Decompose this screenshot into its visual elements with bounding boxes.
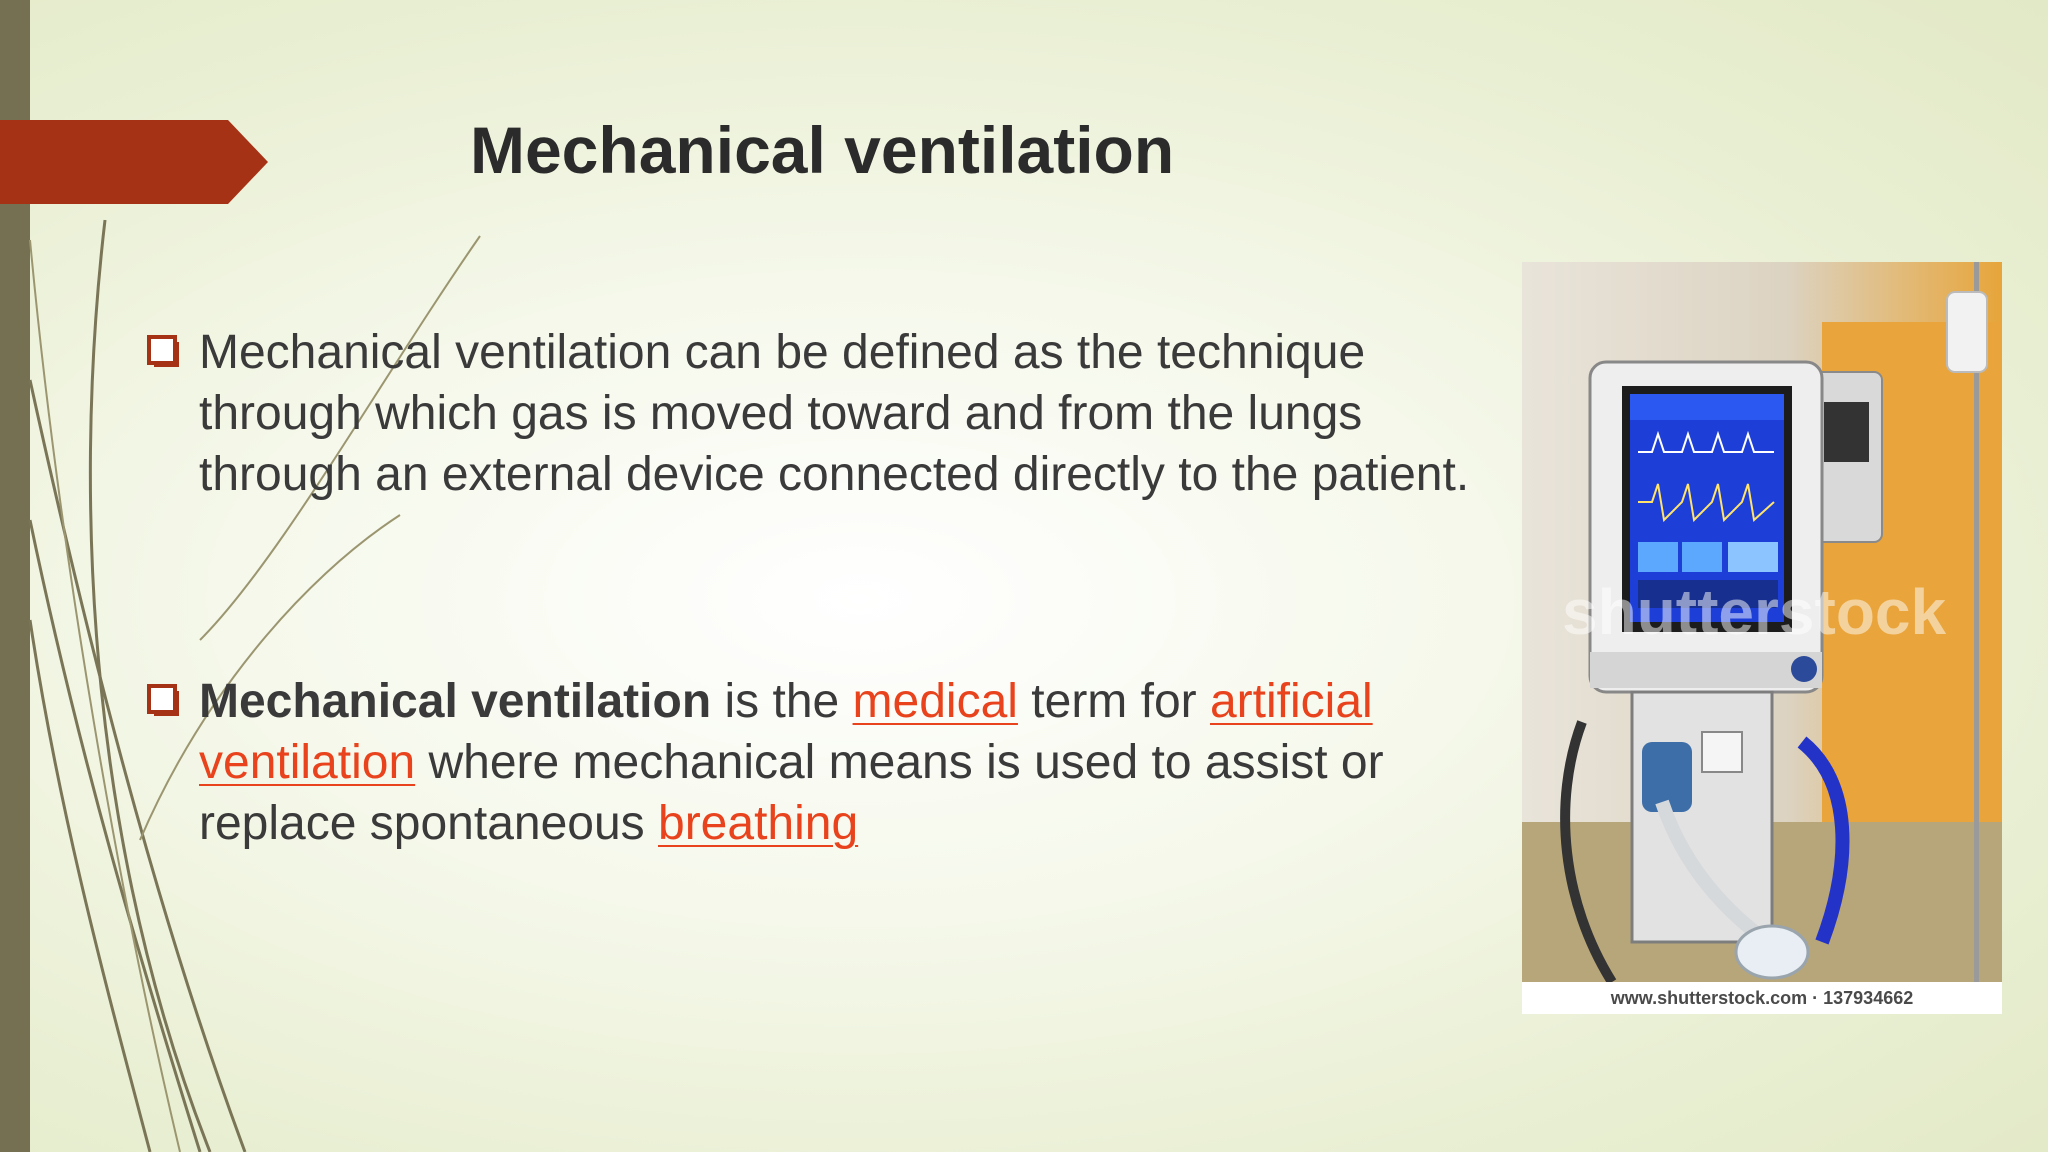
bullet-text	[199, 671, 1486, 854]
checkbox-bullet-icon	[146, 334, 180, 368]
bold-term: Mechanical ventilation	[199, 675, 712, 728]
link-medical[interactable]: medical	[852, 675, 1018, 728]
ventilator-illustration	[1522, 262, 2002, 982]
bullet-item	[146, 322, 1486, 505]
bullet-item	[146, 671, 1486, 854]
text-segment: term for	[1017, 675, 1210, 728]
title-accent-arrow	[0, 120, 268, 204]
checkbox-bullet-icon	[146, 683, 180, 717]
text-segment: where mechanical means is used to assist or replace spontaneous	[199, 736, 1384, 850]
bullet-text: Mechanical ventilation can be defined as the technique through which gas is moved toward and from the lungs through an external device connected directly to the patient.	[199, 326, 1470, 501]
link-breathing[interactable]: breathing	[658, 797, 859, 850]
ventilator-photo	[1522, 262, 2002, 1014]
link-artificial-ventilation[interactable]: artificial ventilation	[199, 675, 1373, 789]
slide-title: Mechanical ventilation	[470, 113, 1175, 187]
image-watermark: shutterstock	[1562, 576, 1947, 648]
text-segment: is the	[711, 675, 853, 728]
image-caption: www.shutterstock.com · 137934662	[1522, 982, 2002, 1014]
